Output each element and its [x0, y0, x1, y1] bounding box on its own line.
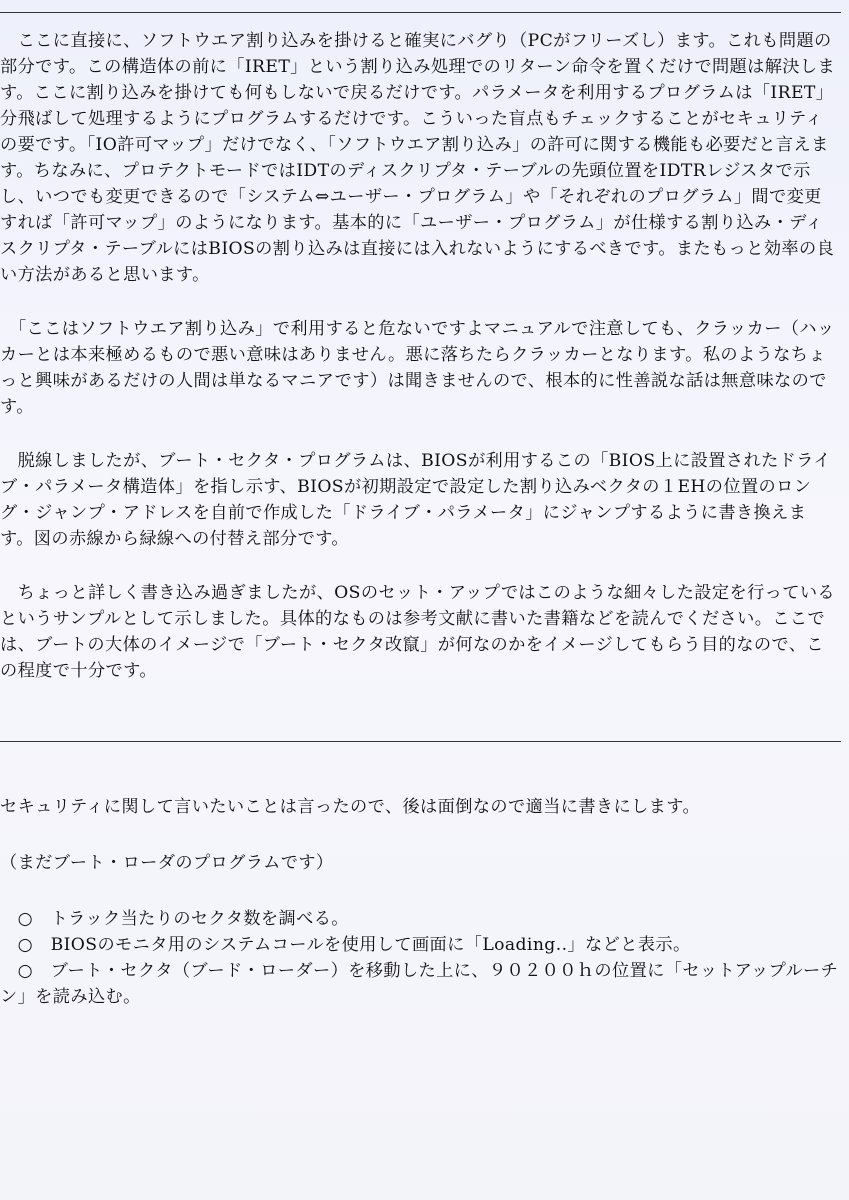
paragraph-cracker: 「ここはソフトウエア割り込み」で利用すると危ないですよマニュアルで注意しても、クラッカー（ハッカーとは本来極めるもので悪い意味はありません。悪に落ちたらクラッカーとなります。私のようなちょっと興味があるだけの人間は単なるマニアです）は聞きませんので、根本的に性善説な話は無意味なのです。: [0, 319, 835, 417]
intro-text: セキュリティに関して言いたいことは言ったので、後は面倒なので適当に書きにします。: [0, 797, 701, 817]
list-item: ○ BIOSのモニタ用のシステムコールを使用して画面に「Loading..」などと表示。: [0, 935, 691, 955]
bullet-list: [0, 906, 849, 1010]
top-divider: [0, 12, 841, 13]
paragraph-boot-sector: 脱線しましたが、ブート・セクタ・プログラムは、BIOSが利用するこの「BIOS上に設置されたドライブ・パラメータ構造体」を指し示す、BIOSが初期設定で設定した割り込みベクタの１EHの位置のロング・ジャンプ・アドレスを自前で作成した「ドライブ・パラメータ」にジャンプするように書き換えます。図の赤線から緑線への付替え部分です。: [0, 451, 831, 549]
list-item: ○ ブート・セクタ（ブード・ローダー）を移動した上に、９０２００ｈの位置に「セットアップルーチン」を読み込む。: [0, 961, 839, 1007]
note-text: （まだブート・ローダのプログラムです）: [0, 853, 334, 873]
lower-section: [0, 780, 849, 1010]
upper-section: [0, 28, 849, 684]
middle-divider: [0, 741, 841, 742]
list-item: ○ トラック当たりのセクタ数を調べる。: [0, 909, 349, 929]
paragraph-software-interrupt: ここに直接に、ソフトウエア割り込みを掛けると確実にバグり（PCがフリーズし）ます。これも問題の部分です。この構造体の前に「IRET」という割り込み処理でのリターン命令を置くだけで問題は解決します。ここに割り込みを掛けても何もしないで戻るだけです。パラメータを利用するプログラムは「IRET」分飛ばして処理するようにプログラムするだけです。こういった盲点もチェックすることがセキュリティの要です。「IO許可マップ」だけでなく、「ソフトウエア割り込み」の許可に関する機能も必要だと言えます。ちなみに、プロテクトモードではIDTのディスクリプタ・テーブルの先頭位置をIDTRレジスタで示し、いつでも変更できるので「システム⇔ユーザー・プログラム」や「それぞれのプログラム」間で変更すれば「許可マップ」のようになります。基本的に「ユーザー・プログラム」が仕様する割り込み・ディスクリプタ・テーブルにはBIOSの割り込みは直接には入れないようにするべきです。またもっと効率の良い方法があると思います。: [0, 31, 836, 285]
paragraph-setup-sample: ちょっと詳しく書き込み過ぎましたが、OSのセット・アップではこのような細々した設定を行っているというサンプルとして示しました。具体的なものは参考文献に書いた書籍などを読んでください。ここでは、ブートの大体のイメージで「ブート・セクタ改竄」が何なのかをイメージしてもらう目的なので、この程度で十分です。: [0, 583, 836, 681]
